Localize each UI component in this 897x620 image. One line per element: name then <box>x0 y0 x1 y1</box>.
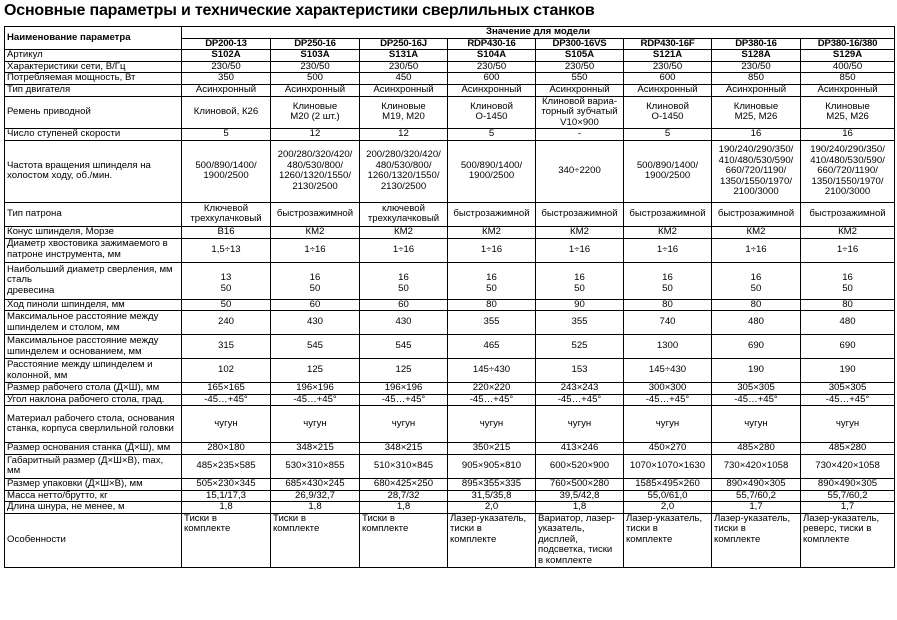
model-header: DP250-16 <box>271 38 360 50</box>
table-cell: быстрозажимной <box>271 202 360 226</box>
table-cell: 600 <box>624 73 712 85</box>
table-cell: 350 <box>182 73 271 85</box>
table-cell: 190 <box>712 359 801 383</box>
table-cell: 305×305 <box>801 383 895 395</box>
table-row <box>5 299 895 311</box>
param-name: Число ступеней скорости <box>5 129 182 141</box>
table-row <box>5 73 895 85</box>
table-cell: -45…+45° <box>360 394 448 406</box>
table-cell: 12 <box>271 129 360 141</box>
table-row <box>5 443 895 455</box>
table-cell: КМ2 <box>801 226 895 238</box>
table-cell: 5 <box>448 129 536 141</box>
param-header: Наименование параметра <box>5 27 182 50</box>
table-cell: -45…+45° <box>448 394 536 406</box>
table-cell: 39,5/42,8 <box>536 490 624 502</box>
table-cell: 500 <box>271 73 360 85</box>
table-cell: 60 <box>271 299 360 311</box>
table-cell: 220×220 <box>448 383 536 395</box>
table-cell: 230/50 <box>712 61 801 73</box>
table-cell: 12 <box>360 129 448 141</box>
table-cell: быстрозажимной <box>624 202 712 226</box>
table-cell: 5 <box>624 129 712 141</box>
table-cell: 413×246 <box>536 443 624 455</box>
table-cell: 1,8 <box>182 502 271 514</box>
param-name: Угол наклона рабочего стола, град. <box>5 394 182 406</box>
table-cell: 1÷16 <box>536 238 624 262</box>
table-cell: Вариатор, лазер- указатель, дисплей, подсветка, тиски в комплекте <box>536 513 624 567</box>
param-name: Масса нетто/брутто, кг <box>5 490 182 502</box>
table-cell: Асинхронный <box>360 84 448 96</box>
table-cell: Клиновые М19, М20 <box>360 96 448 129</box>
table-cell: 890×490×305 <box>801 478 895 490</box>
table-body <box>5 50 895 567</box>
table-cell: 230/50 <box>448 61 536 73</box>
table-cell: -45…+45° <box>624 394 712 406</box>
table-cell: 480 <box>801 311 895 335</box>
table-cell: 510×310×845 <box>360 454 448 478</box>
table-cell: 55,7/60,2 <box>712 490 801 502</box>
table-row <box>5 96 895 129</box>
table-cell: Ключевой трехкулачковый <box>182 202 271 226</box>
table-row <box>5 502 895 514</box>
table-cell: 1,8 <box>536 502 624 514</box>
table-cell: 315 <box>182 335 271 359</box>
table-cell: -45…+45° <box>712 394 801 406</box>
table-row <box>5 478 895 490</box>
table-cell: 430 <box>271 311 360 335</box>
table-cell: 16 50 <box>448 262 536 299</box>
table-cell: 196×196 <box>271 383 360 395</box>
table-cell: 153 <box>536 359 624 383</box>
table-cell: КМ2 <box>448 226 536 238</box>
table-row <box>5 454 895 478</box>
param-name: Тип патрона <box>5 202 182 226</box>
table-cell: 545 <box>271 335 360 359</box>
table-cell: 196×196 <box>360 383 448 395</box>
table-cell: 355 <box>448 311 536 335</box>
table-cell: В16 <box>182 226 271 238</box>
model-header: RDP430-16 <box>448 38 536 50</box>
table-cell: S131A <box>360 50 448 62</box>
table-cell: КМ2 <box>712 226 801 238</box>
table-cell: Тиски в комплекте <box>271 513 360 567</box>
param-name: Наибольший диаметр сверления, мм сталь древесина <box>5 262 182 299</box>
table-cell: -45…+45° <box>536 394 624 406</box>
table-cell: 80 <box>712 299 801 311</box>
table-cell: 16 50 <box>360 262 448 299</box>
table-cell: 60 <box>360 299 448 311</box>
table-cell: 13 50 <box>182 262 271 299</box>
table-cell: 1,7 <box>712 502 801 514</box>
table-cell: Асинхронный <box>271 84 360 96</box>
table-cell: Лазер-указатель, тиски в комплекте <box>712 513 801 567</box>
table-cell: 125 <box>360 359 448 383</box>
table-row <box>5 359 895 383</box>
table-row <box>5 140 895 202</box>
table-cell: 165×165 <box>182 383 271 395</box>
table-cell: ключевой трехкулачковый <box>360 202 448 226</box>
table-cell: 355 <box>536 311 624 335</box>
table-cell: -45…+45° <box>182 394 271 406</box>
table-cell: Лазер-указатель, тиски в комплекте <box>624 513 712 567</box>
table-cell: 505×230×345 <box>182 478 271 490</box>
table-cell: 430 <box>360 311 448 335</box>
table-cell: Тиски в комплекте <box>360 513 448 567</box>
table-cell: 1070×1070×1630 <box>624 454 712 478</box>
table-cell: 190/240/290/350/ 410/480/530/590/ 660/720/1190/ 1350/1550/1970/ 2100/3000 <box>801 140 895 202</box>
table-cell: Асинхронный <box>712 84 801 96</box>
table-cell: 16 <box>712 129 801 141</box>
table-cell: 890×490×305 <box>712 478 801 490</box>
table-cell: 850 <box>712 73 801 85</box>
table-cell: Клиновые М25, М26 <box>712 96 801 129</box>
table-cell: 485×235×585 <box>182 454 271 478</box>
table-cell: S103A <box>271 50 360 62</box>
page-title: Основные параметры и технические характеристики сверлильных станков <box>4 2 595 19</box>
table-cell: 16 <box>801 129 895 141</box>
table-cell: чугун <box>448 406 536 443</box>
table-cell: КМ2 <box>271 226 360 238</box>
table-row <box>5 202 895 226</box>
table-cell: 31,5/35,8 <box>448 490 536 502</box>
param-name: Размер основания станка (Д×Ш), мм <box>5 443 182 455</box>
param-name: Частота вращения шпинделя на холостом ходу, об./мин. <box>5 140 182 202</box>
table-cell: 28,7/32 <box>360 490 448 502</box>
table-cell: 450 <box>360 73 448 85</box>
table-cell: 240 <box>182 311 271 335</box>
table-cell: 80 <box>624 299 712 311</box>
model-header: DP200-13 <box>182 38 271 50</box>
table-cell: 1,7 <box>801 502 895 514</box>
table-cell: 80 <box>448 299 536 311</box>
table-cell: 190 <box>801 359 895 383</box>
table-cell: 55,7/60,2 <box>801 490 895 502</box>
param-name: Характеристики сети, В/Гц <box>5 61 182 73</box>
model-header: DP250-16J <box>360 38 448 50</box>
table-cell: 125 <box>271 359 360 383</box>
table-cell: Асинхронный <box>182 84 271 96</box>
table-cell: быстрозажимной <box>801 202 895 226</box>
table-cell: КМ2 <box>536 226 624 238</box>
table-cell: Тиски в комплекте <box>182 513 271 567</box>
table-cell: чугун <box>712 406 801 443</box>
table-row <box>5 394 895 406</box>
table-cell: КМ2 <box>624 226 712 238</box>
param-name: Максимальное расстояние между шпинделем и столом, мм <box>5 311 182 335</box>
group-header: Значение для модели <box>182 27 895 39</box>
table-cell: 2,0 <box>624 502 712 514</box>
param-name: Размер рабочего стола (Д×Ш), мм <box>5 383 182 395</box>
table-cell: 305×305 <box>712 383 801 395</box>
table-cell: Асинхронный <box>801 84 895 96</box>
table-cell: 200/280/320/420/ 480/530/800/ 1260/1320/1550/ 2130/2500 <box>360 140 448 202</box>
param-name: Максимальное расстояние между шпинделем и основанием, мм <box>5 335 182 359</box>
table-cell: быстрозажимной <box>536 202 624 226</box>
table-cell: 230/50 <box>182 61 271 73</box>
table-cell: Асинхронный <box>624 84 712 96</box>
table-row <box>5 513 895 567</box>
specs-table <box>4 26 895 568</box>
table-cell: 850 <box>801 73 895 85</box>
table-cell: 230/50 <box>271 61 360 73</box>
table-row <box>5 311 895 335</box>
table-cell: 1÷16 <box>624 238 712 262</box>
table-cell: 730×420×1058 <box>801 454 895 478</box>
table-row <box>5 226 895 238</box>
table-cell: 690 <box>801 335 895 359</box>
table-cell: 545 <box>360 335 448 359</box>
table-cell: 525 <box>536 335 624 359</box>
table-cell: Клиновой вариа- торный зубчатый V10×900 <box>536 96 624 129</box>
table-cell: 16 50 <box>271 262 360 299</box>
table-cell: S102A <box>182 50 271 62</box>
param-name: Ход пиноли шпинделя, мм <box>5 299 182 311</box>
table-cell: 485×280 <box>712 443 801 455</box>
table-cell: 2,0 <box>448 502 536 514</box>
table-cell: чугун <box>182 406 271 443</box>
table-cell: чугун <box>536 406 624 443</box>
table-cell: 550 <box>536 73 624 85</box>
table-cell: Клиновой О-1450 <box>448 96 536 129</box>
table-cell: 1÷16 <box>801 238 895 262</box>
table-cell: 690 <box>712 335 801 359</box>
param-name: Длина шнура, не менее, м <box>5 502 182 514</box>
table-row <box>5 238 895 262</box>
table-row <box>5 61 895 73</box>
table-cell: S121A <box>624 50 712 62</box>
table-cell: 730×420×1058 <box>712 454 801 478</box>
table-cell: S128A <box>712 50 801 62</box>
table-cell: 200/280/320/420/ 480/530/800/ 1260/1320/1550/ 2130/2500 <box>271 140 360 202</box>
table-row <box>5 129 895 141</box>
table-cell: КМ2 <box>360 226 448 238</box>
param-name: Потребляемая мощность, Вт <box>5 73 182 85</box>
table-cell: 450×270 <box>624 443 712 455</box>
param-name: Расстояние между шпинделем и колонной, мм <box>5 359 182 383</box>
table-cell: 26,9/32,7 <box>271 490 360 502</box>
table-cell: S105A <box>536 50 624 62</box>
table-cell: 190/240/290/350/ 410/480/530/590/ 660/720/1190/ 1350/1550/1970/ 2100/3000 <box>712 140 801 202</box>
table-cell: 90 <box>536 299 624 311</box>
table-cell: 300×300 <box>624 383 712 395</box>
table-row <box>5 50 895 62</box>
table-cell: 280×180 <box>182 443 271 455</box>
table-cell: 340÷2200 <box>536 140 624 202</box>
table-cell: чугун <box>801 406 895 443</box>
table-row <box>5 383 895 395</box>
table-cell: 16 50 <box>536 262 624 299</box>
table-cell: 102 <box>182 359 271 383</box>
table-cell: 680×425×250 <box>360 478 448 490</box>
table-cell: 760×500×280 <box>536 478 624 490</box>
param-name: Артикул <box>5 50 182 62</box>
table-cell: 600×520×900 <box>536 454 624 478</box>
model-header: DP380-16/380 <box>801 38 895 50</box>
table-cell: 500/890/1400/ 1900/2500 <box>624 140 712 202</box>
table-row <box>5 335 895 359</box>
model-header: DP380-16 <box>712 38 801 50</box>
table-cell: 16 50 <box>712 262 801 299</box>
table-cell: 685×430×245 <box>271 478 360 490</box>
table-row <box>5 490 895 502</box>
param-name: Конус шпинделя, Морзе <box>5 226 182 238</box>
param-name: Размер упаковки (Д×Ш×В), мм <box>5 478 182 490</box>
table-cell: чугун <box>271 406 360 443</box>
table-cell: 500/890/1400/ 1900/2500 <box>182 140 271 202</box>
param-name: Габаритный размер (Д×Ш×В), max, мм <box>5 454 182 478</box>
table-row <box>5 262 895 299</box>
table-cell: 400/50 <box>801 61 895 73</box>
model-header: DP300-16VS <box>536 38 624 50</box>
table-cell: 350×215 <box>448 443 536 455</box>
table-cell: S129A <box>801 50 895 62</box>
table-cell: 145÷430 <box>624 359 712 383</box>
table-cell: 230/50 <box>360 61 448 73</box>
table-cell: 500/890/1400/ 1900/2500 <box>448 140 536 202</box>
table-cell: 230/50 <box>536 61 624 73</box>
table-cell: -45…+45° <box>271 394 360 406</box>
table-cell: 465 <box>448 335 536 359</box>
table-cell: Лазер-указатель, тиски в комплекте <box>448 513 536 567</box>
table-cell: 895×355×335 <box>448 478 536 490</box>
table-cell: 16 50 <box>624 262 712 299</box>
table-cell: 15,1/17,3 <box>182 490 271 502</box>
table-cell: 530×310×855 <box>271 454 360 478</box>
table-cell: 1÷16 <box>360 238 448 262</box>
table-cell: Клиновой, К26 <box>182 96 271 129</box>
table-cell: 740 <box>624 311 712 335</box>
table-cell: 1÷16 <box>271 238 360 262</box>
table-cell: Клиновые М25, М26 <box>801 96 895 129</box>
table-cell: быстрозажимной <box>448 202 536 226</box>
table-row <box>5 406 895 443</box>
table-cell: 1300 <box>624 335 712 359</box>
table-cell: Асинхронный <box>536 84 624 96</box>
table-cell: 1,5÷13 <box>182 238 271 262</box>
table-cell: 1÷16 <box>712 238 801 262</box>
table-cell: 80 <box>801 299 895 311</box>
model-header: RDP430-16F <box>624 38 712 50</box>
param-name: Тип двигателя <box>5 84 182 96</box>
param-name: Ремень приводной <box>5 96 182 129</box>
table-cell: чугун <box>624 406 712 443</box>
table-cell: - <box>536 129 624 141</box>
table-cell: Клиновые М20 (2 шт.) <box>271 96 360 129</box>
table-cell: 1,8 <box>360 502 448 514</box>
param-name: Особенности <box>5 513 182 567</box>
table-cell: 50 <box>182 299 271 311</box>
table-cell: S104A <box>448 50 536 62</box>
table-cell: 485×280 <box>801 443 895 455</box>
table-cell: 480 <box>712 311 801 335</box>
table-cell: 348×215 <box>360 443 448 455</box>
table-cell: 1,8 <box>271 502 360 514</box>
table-row <box>5 84 895 96</box>
table-cell: 600 <box>448 73 536 85</box>
table-cell: 5 <box>182 129 271 141</box>
table-cell: 243×243 <box>536 383 624 395</box>
table-cell: 145÷430 <box>448 359 536 383</box>
table-cell: -45…+45° <box>801 394 895 406</box>
table-cell: 348×215 <box>271 443 360 455</box>
table-cell: 1585×495×260 <box>624 478 712 490</box>
table-cell: быстрозажимной <box>712 202 801 226</box>
param-name: Диаметр хвостовика зажимаемого в патроне инструмента, мм <box>5 238 182 262</box>
table-cell: 230/50 <box>624 61 712 73</box>
table-cell: Лазер-указатель, реверс, тиски в комплекте <box>801 513 895 567</box>
table-cell: 1÷16 <box>448 238 536 262</box>
table-cell: 55,0/61,0 <box>624 490 712 502</box>
param-name: Материал рабочего стола, основания станка, корпуса сверлильной головки <box>5 406 182 443</box>
table-cell: Асинхронный <box>448 84 536 96</box>
table-cell: Клиновой О-1450 <box>624 96 712 129</box>
table-cell: 905×905×810 <box>448 454 536 478</box>
table-cell: чугун <box>360 406 448 443</box>
table-cell: 16 50 <box>801 262 895 299</box>
